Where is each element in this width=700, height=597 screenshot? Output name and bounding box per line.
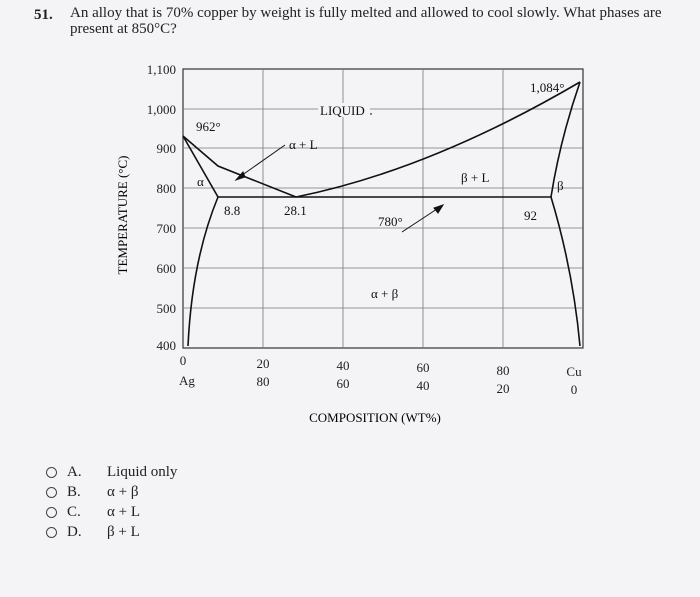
x-axis-ticks: [179, 353, 582, 397]
choice-letter: D.: [67, 523, 82, 540]
answer-choices: [46, 462, 177, 542]
comp-28-1-label: 28.1: [284, 203, 307, 218]
question-number: 51.: [34, 7, 53, 23]
x-tick-cu: 80: [496, 363, 510, 378]
y-axis-label: TEMPERATURE (°C): [115, 155, 130, 275]
choice-letter: A.: [67, 463, 82, 480]
choice-text: Liquid only: [107, 463, 178, 480]
alpha-beta-label: α + β: [371, 286, 399, 301]
x-tick-ag: 80: [256, 374, 270, 389]
x-tick-ag: 40: [416, 378, 430, 393]
choice-a[interactable]: [46, 462, 177, 482]
radio-button[interactable]: [46, 507, 57, 518]
x-tick-ag: 20: [496, 381, 510, 396]
alpha-l-label: α + L: [289, 137, 318, 152]
y-tick: 1,000: [146, 102, 176, 117]
choice-text: α + L: [107, 503, 140, 520]
x-axis-label: COMPOSITION (WT%): [309, 410, 441, 425]
alpha-label: α: [197, 174, 204, 189]
liquid-label: LIQUID: [320, 103, 365, 118]
y-tick: 400: [156, 338, 176, 353]
temp-1084-label: 1,084°: [530, 80, 565, 95]
comp-8-8-label: 8.8: [224, 203, 241, 218]
y-axis-ticks: [147, 62, 176, 353]
beta-l-label: β + L: [461, 170, 490, 185]
pointer-arrows: [236, 112, 443, 232]
choice-d[interactable]: [46, 522, 177, 542]
solidus-right: [551, 82, 580, 197]
beta-label: β: [557, 178, 564, 193]
question-text: An alloy that is 70% copper by weight is fully melted and allowed to cool slowly. What phases are present at 850°C?: [70, 5, 662, 37]
comp-92-label: 92: [524, 208, 537, 223]
choice-letter: B.: [67, 483, 81, 500]
x-tick-cu: 20: [256, 356, 270, 371]
radio-button[interactable]: [46, 487, 57, 498]
solvus-left: [188, 197, 218, 346]
choice-text: α + β: [107, 483, 139, 500]
x-tick-ag: 60: [336, 376, 350, 391]
choice-b[interactable]: [46, 482, 177, 502]
grid-lines: [183, 69, 583, 348]
solvus-right: [551, 197, 580, 346]
choice-text: β + L: [107, 523, 140, 540]
liquidus-right: [296, 82, 580, 197]
x-tick-cu: 60: [416, 360, 430, 375]
x-tick-ag: 0: [570, 382, 578, 397]
left-element-label: Ag: [179, 373, 195, 388]
temp-962-label: 962°: [196, 119, 221, 134]
y-tick: 800: [156, 181, 176, 196]
y-tick: 500: [156, 301, 176, 316]
choice-c[interactable]: [46, 502, 177, 522]
x-tick-cu: 40: [336, 358, 350, 373]
radio-button[interactable]: [46, 527, 57, 538]
y-tick: 700: [156, 221, 176, 236]
y-tick: 1,100: [146, 62, 176, 77]
y-tick: 900: [156, 141, 176, 156]
y-tick: 600: [156, 261, 176, 276]
temp-780-label: 780°: [378, 214, 403, 229]
choice-letter: C.: [67, 503, 81, 520]
plot-frame: [183, 69, 583, 348]
radio-button[interactable]: [46, 467, 57, 478]
x-tick-cu: 0: [179, 353, 187, 368]
right-element-label: Cu: [566, 364, 582, 379]
